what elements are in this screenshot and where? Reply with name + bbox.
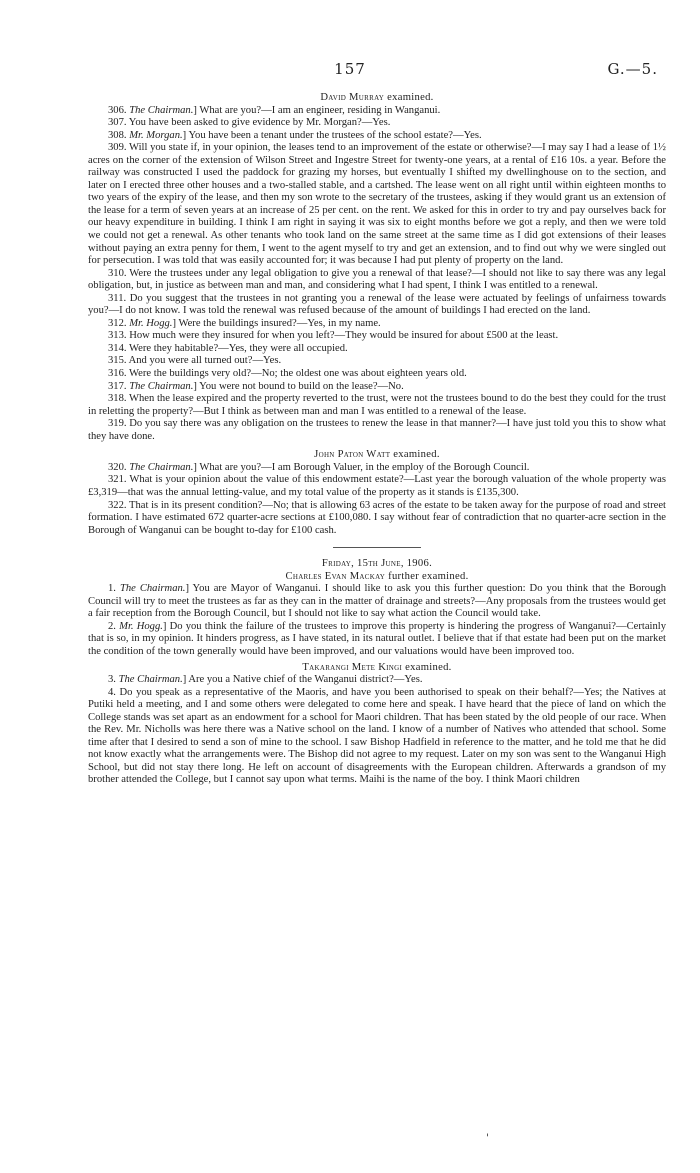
section-heading xyxy=(88,662,666,675)
date-heading xyxy=(88,558,666,571)
page-number: 157 xyxy=(334,60,366,78)
witness-name: John Paton Watt xyxy=(314,449,391,461)
paragraph: 318. When the lease expired and the property reverted to the trust, were not the trustees bound to do the best they could for the trust in reletting the property?—But I think as between man and man I was entitled to a renewal of the lease. xyxy=(88,393,666,417)
section-heading xyxy=(88,92,666,105)
heading-suffix: examined. xyxy=(402,661,452,673)
heading-suffix: examined. xyxy=(390,449,440,461)
paragraph: 306. The Chairman.] What are you?—I am an engineer, residing in Wanganui. xyxy=(108,104,441,116)
paragraph: 308. Mr. Morgan.] You have been a tenant under the trustees of the school estate?—Yes. xyxy=(108,129,482,141)
document-reference: G.—5. xyxy=(607,60,658,78)
witness-name: David Murray xyxy=(320,92,385,103)
paragraph: 320. The Chairman.] What are you?—I am Borough Valuer, in the employ of the Borough Council. xyxy=(108,461,530,473)
paragraph: 309. Will you state if, in your opinion, the leases tend to an improvement of the estate or otherwise?—I may say I had a lease of 1½ acres on the corner of the extension of Wilson Street and Ingestre Street for twenty-one years, at a rental of £16 10s. a year. Before the railway was constructed I used the paddock for grazing my horses, but eventually I shifted my dwellinghouse on to the section, and later on I erected three other houses and a two-stalled stable, and a cartshed. The lease went on all right until within eighteen months to two years of the expiry of the lease, and then my son wrote to the secretary of the trustees, asking if they would grant us an extension of the lease for a term of seven years at an increase of 25 per cent. on the rent. We asked for this in order to try and pay ourselves back for our heavy expenditure in building. I think I am right in saying it was six to eight months before we got a reply, and then we were told we could not get a renewal. As other tenants who took land on the same street at the same time as I did got extensions of their leases without paying an extra penny for them, I went to the agent myself to try and get an extension, and to find out why we were singled out for persecution. I was told that was easily accounted for; it was because I had put plenty of property on the land. xyxy=(88,142,666,267)
paragraph: 311. Do you suggest that the trustees in not granting you a renewal of the lease were actuated by feelings of unfairness towards you?—I do not know. I was told the renewal was refused because of the amount of buildings I had erected on the land. xyxy=(88,292,666,317)
paragraph: 307. You have been asked to give evidence by Mr. Morgan?—Yes. xyxy=(108,117,391,129)
document-body xyxy=(88,92,666,787)
paragraph: 319. Do you say there was any obligation on the trustees to renew the lease in that manner?—I have just told you this to show what they have done. xyxy=(88,418,666,442)
heading-suffix: examined. xyxy=(384,92,434,103)
paragraph: 315. And you were all turned out?—Yes. xyxy=(108,355,282,367)
paragraph: 314. Were they habitable?—Yes, they were all occupied. xyxy=(108,342,348,354)
paragraph: 321. What is your opinion about the value of this endowment estate?—Last year the borough valuation of the whole property was £3,319—that was the annual letting-value, and my total value of the property as it stands is £135,300. xyxy=(88,474,666,498)
paragraph: 322. That is in its present condition?—No; that is allowing 63 acres of the estate to be taken away for the purpose of road and street formation. I have estimated 672 quarter-acre sections at £100,080. I say without fear of contradiction that no quarter-acre section in the Borough of Wanganui can be bought to-day for £100 cash. xyxy=(88,499,666,536)
stray-mark: ' xyxy=(486,1133,489,1144)
witness-name: Charles Evan Mackay xyxy=(285,570,386,582)
heading-suffix: further examined. xyxy=(385,570,469,582)
paragraph: 4. Do you speak as a representative of the Maoris, and have you been authorised to speak on their behalf?—Yes; the Natives at Putiki held a meeting, and I and some others were delegated to come here and speak. I have heard that the piece of land on which the College stands was set apart as an endowment for a school for Maori children. That has been stated by the old people of our race. When the Rev. Mr. Nicholls was here there was a Native school on the land. I know of a number of Natives who attended that school. Some time after that I desired to send a son of mine to the school. I saw Bishop Hadfield in reference to the matter, and he told me that he did not know exactly what the arrangements were. The Bishop did not agree to my request. Later on my son was sent to the Wanganui High School, but did not stay there long. He left on account of disagreements with the European children. Afterwards a grandson of my brother attended the College, but I cannot say upon what terms. Maihi is the name of the boy. I think Maori children xyxy=(88,686,666,786)
paragraph: 2. Mr. Hogg.] Do you think the failure of the trustees to improve this property is hindering the progress of Wanganui?—Certainly that is so, in my opinion. It hinders progress, as I have stated, in its natural outlet. I believe that if that estate had been put on the market the condition of the town generally would have been improved, and our valuations would have been improved too. xyxy=(88,620,667,657)
paragraph: 316. Were the buildings very old?—No; the oldest one was about eighteen years old. xyxy=(108,368,467,380)
hearing-date: Friday, 15th June, 1906. xyxy=(321,558,433,570)
section-heading xyxy=(88,449,666,462)
paragraph: 1. The Chairman.] You are Mayor of Wanganui. I should like to ask you this further question: Do you think that the Borough Council will try to meet the trustees as far as they can in the matter of drainage and streets?—Any proposals from the trustees would get a fair reception from the Borough Council, but I should not like to say what action the Council would take. xyxy=(88,583,666,620)
section-divider xyxy=(333,547,421,548)
witness-name: Takarangi Mete Kingi xyxy=(302,661,403,673)
page-header xyxy=(0,60,700,80)
section-heading xyxy=(88,571,666,584)
paragraph: 312. Mr. Hogg.] Were the buildings insured?—Yes, in my name. xyxy=(108,317,381,329)
paragraph: 310. Were the trustees under any legal obligation to give you a renewal of that lease?—I should not like to say there was any legal obligation, but, in justice as between man and man, and considering what I had spent, I think I was entitled to a renewal. xyxy=(88,267,666,292)
paragraph: 317. The Chairman.] You were not bound to build on the lease?—No. xyxy=(108,380,404,392)
paragraph: 313. How much were they insured for when you left?—They would be insured for about £500 at the least. xyxy=(108,330,559,342)
paragraph: 3. The Chairman.] Are you a Native chief of the Wanganui district?—Yes. xyxy=(108,674,423,686)
